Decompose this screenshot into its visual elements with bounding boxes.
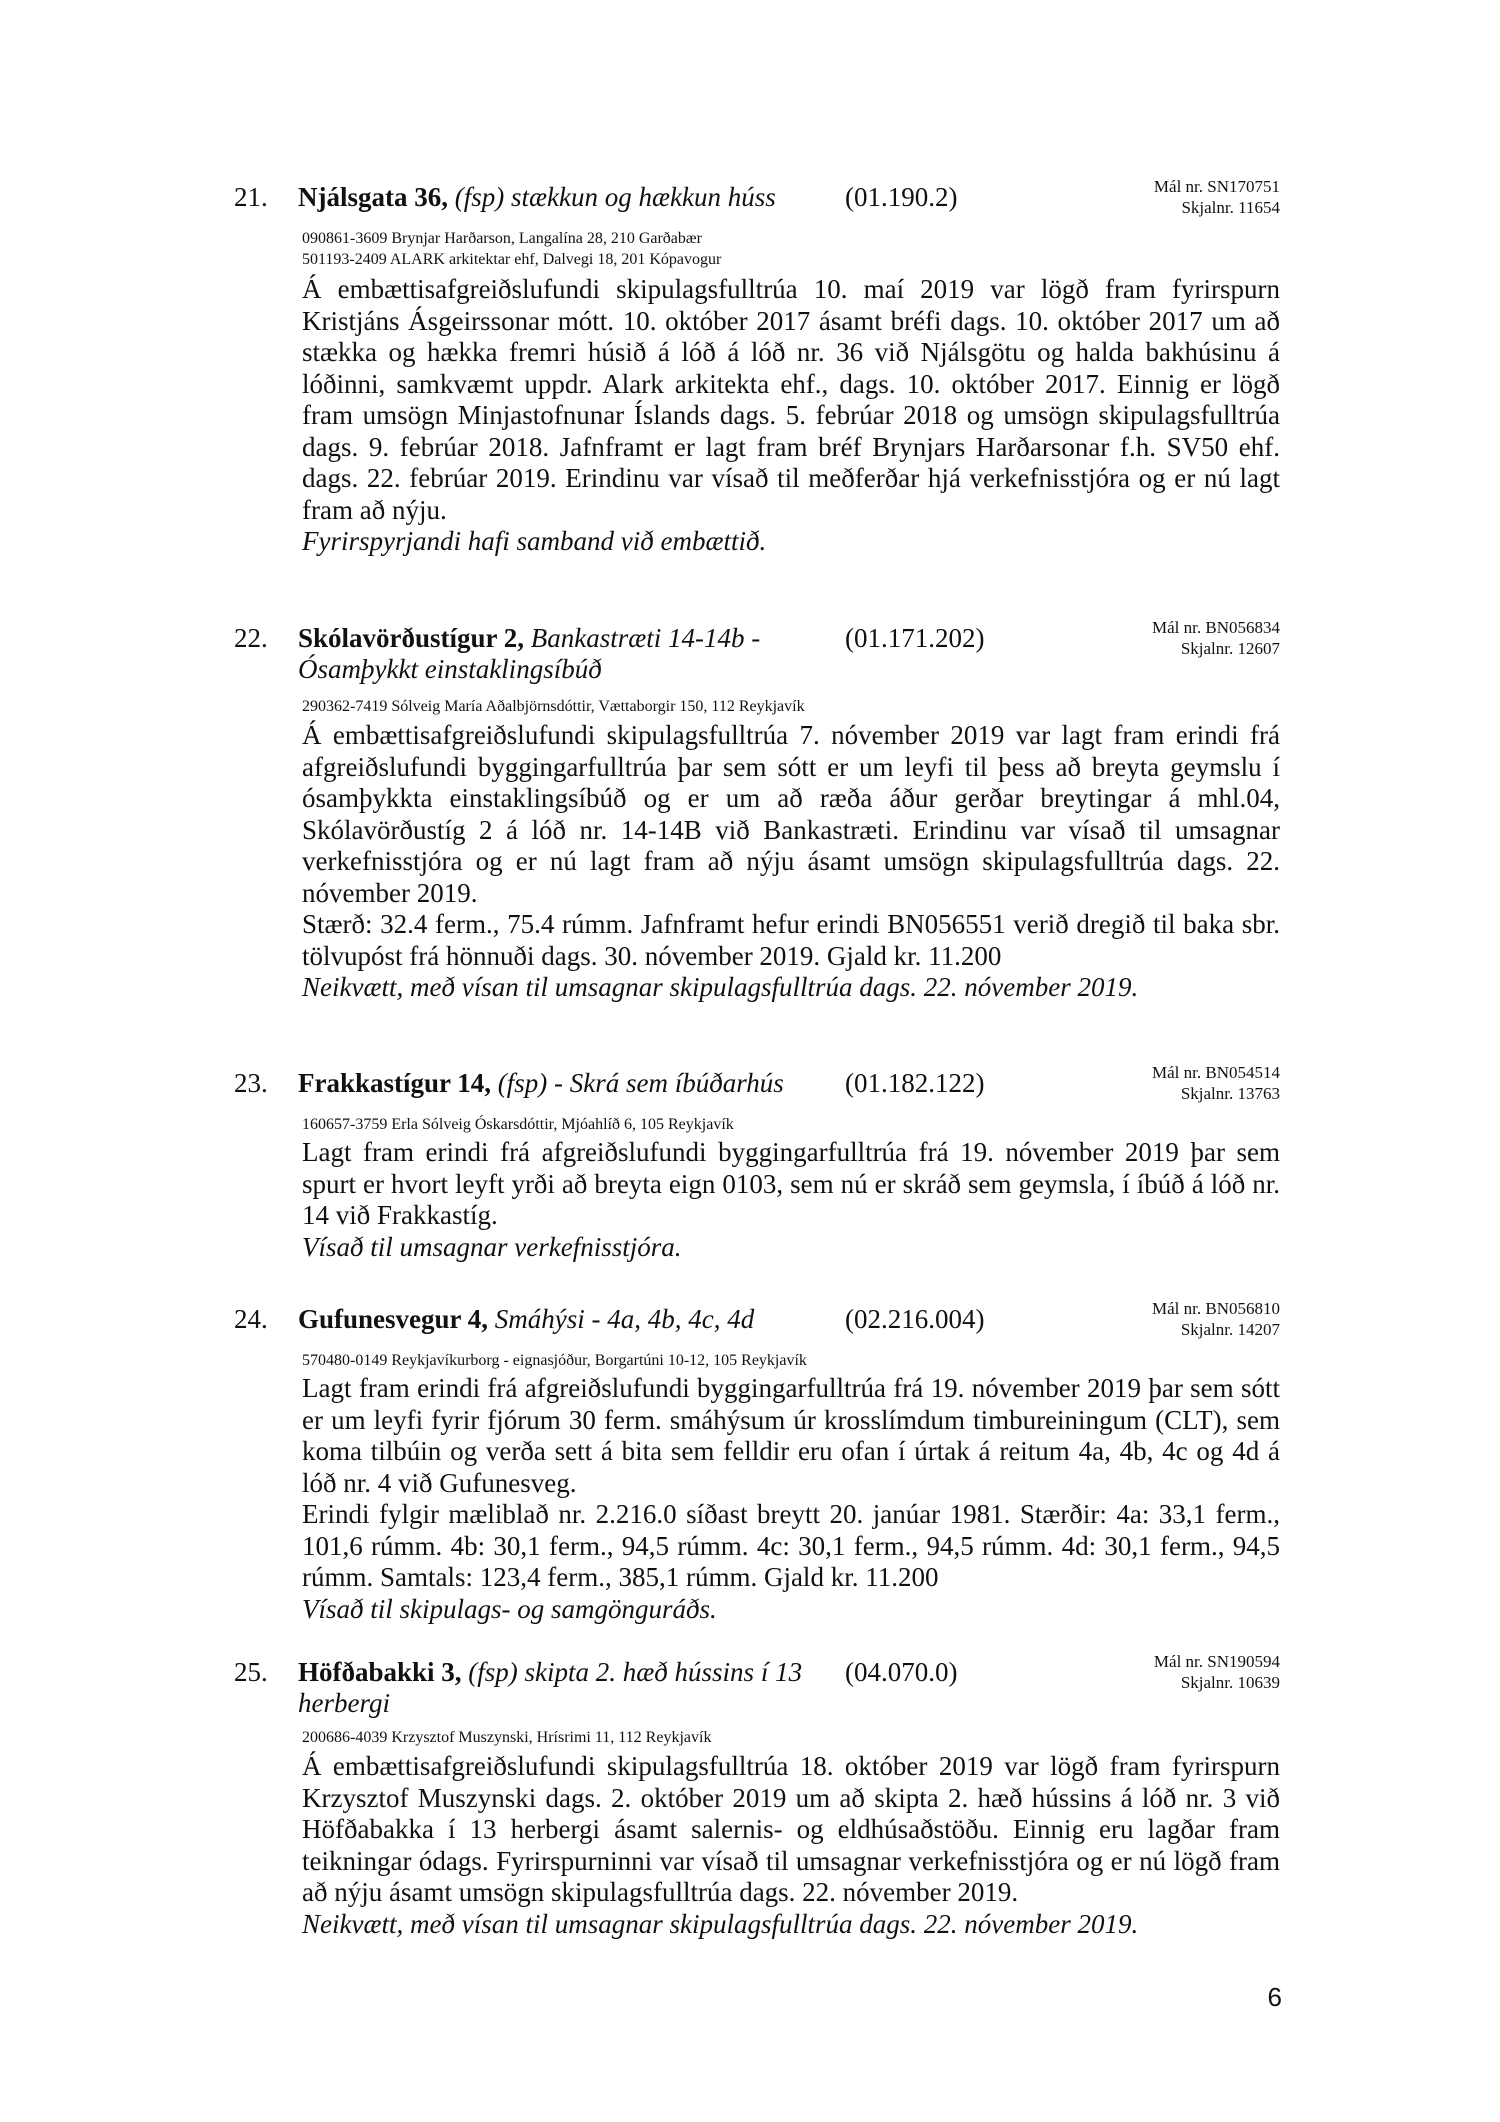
item-name: Skólavörðustígur 2,: [298, 623, 525, 653]
item-code: (01.190.2): [845, 182, 958, 212]
item-number: 22.: [234, 623, 268, 653]
item-name: Höfðabakki 3,: [298, 1657, 462, 1687]
item-decision: Vísað til skipulags- og samgönguráðs.: [302, 1593, 717, 1624]
document-number: Skjalnr. 10639: [1180, 1673, 1280, 1692]
case-number: Mál nr. SN190594: [1153, 1652, 1280, 1671]
applicants: [302, 1114, 734, 1135]
applicant: 570480-0149 Reykjavíkurborg - eignasjóður, Borgartúni 10-12, 105 Reykjavík: [302, 1352, 807, 1369]
case-meta: [1040, 176, 1280, 218]
item-body: [302, 720, 1280, 1004]
item-subtitle: Bankastræti 14-14b - Ósamþykkt einstaklingsíbúð: [298, 623, 761, 684]
case-meta: [1040, 1298, 1280, 1340]
applicants: [302, 696, 805, 717]
item-name: Njálsgata 36,: [298, 182, 448, 212]
item-code: (01.182.122): [845, 1068, 985, 1098]
item-paragraph: Á embættisafgreiðslufundi skipulagsfulltrúa 10. maí 2019 var lögð fram fyrirspurn Kristjáns Ásgeirssonar mótt. 10. október 2017 ásamt bréfi dags. 10. október 2017 um að stækka og hækka fremri húsið á lóð á lóð nr. 36 við Njálsgötu og halda bakhúsinu á lóðinni, samkvæmt uppdr. Alark arkitekta ehf., dags. 10. október 2017. Einnig er lögð fram umsögn Minjastofnunar Íslands dags. 5. febrúar 2018 og umsögn skipulagsfulltrúa dags. 9. febrúar 2018. Jafnframt er lagt fram bréf Brynjars Harðarsonar f.h. SV50 ehf. dags. 22. febrúar 2019. Erindinu var vísað til meðferðar hjá verkefnisstjóra og er nú lagt fram að nýju.: [302, 274, 1280, 525]
item-title: [298, 1304, 818, 1335]
applicant: 160657-3759 Erla Sólveig Óskarsdóttir, Mjóahlíð 6, 105 Reykjavík: [302, 1116, 734, 1133]
item-paragraph: Lagt fram erindi frá afgreiðslufundi byggingarfulltrúa frá 19. nóvember 2019 þar sem spurt er hvort leyft yrði að breyta eign 0103, sem nú er skráð sem geymsla, í íbúð á lóð nr. 14 við Frakkastíg.: [302, 1137, 1280, 1230]
item-subtitle: (fsp) stækkun og hækkun húss: [454, 182, 776, 212]
item-number: 24.: [234, 1304, 268, 1334]
item-paragraph: Stærð: 32.4 ferm., 75.4 rúmm. Jafnframt hefur erindi BN056551 verið dregið til baka sbr. tölvupóst frá hönnuði dags. 30. nóvember 2019. Gjald kr. 11.200: [302, 909, 1280, 971]
item-paragraph: Lagt fram erindi frá afgreiðslufundi byggingarfulltrúa frá 19. nóvember 2019 þar sem sótt er um leyfi fyrir fjórum 30 ferm. smáhýsum úr krosslímdum timbureiningum (CLT), sem koma tilbúin og verða sett á bita sem felldir eru ofan í úrtak á reitum 4a, 4b, 4c og 4d á lóð nr. 4 við Gufunesveg.: [302, 1373, 1280, 1498]
applicant: 090861-3609 Brynjar Harðarson, Langalína 28, 210 Garðabær: [302, 230, 702, 247]
item-subtitle: (fsp) skipta 2. hæð hússins í 13 herbergi: [298, 1657, 803, 1718]
page-number: 6: [1267, 1982, 1282, 2012]
document-number: Skjalnr. 13763: [1180, 1084, 1280, 1103]
case-meta: [1040, 617, 1280, 659]
item-body: [302, 1137, 1280, 1263]
applicants: [302, 1350, 807, 1371]
applicant: 501193-2409 ALARK arkitektar ehf, Dalvegi 18, 201 Kópavogur: [302, 251, 722, 268]
item-name: Gufunesvegur 4,: [298, 1304, 489, 1334]
case-number: Mál nr. BN054514: [1152, 1063, 1280, 1082]
case-meta: [1040, 1062, 1280, 1104]
case-number: Mál nr. BN056834: [1152, 618, 1280, 637]
item-decision: Neikvætt, með vísan til umsagnar skipulagsfulltrúa dags. 22. nóvember 2019.: [302, 972, 1139, 1002]
applicant: 290362-7419 Sólveig María Aðalbjörnsdóttir, Vættaborgir 150, 112 Reykjavík: [302, 698, 805, 715]
item-code: (01.171.202): [845, 623, 985, 653]
document-number: Skjalnr. 11654: [1181, 198, 1280, 217]
item-title: [298, 1068, 818, 1099]
item-body: [302, 274, 1280, 558]
case-meta: [1040, 1651, 1280, 1693]
item-title: [298, 182, 818, 213]
item-decision: Vísað til umsagnar verkefnisstjóra.: [302, 1231, 682, 1262]
item-body: [302, 1373, 1280, 1625]
item-body: [302, 1751, 1280, 1940]
item-subtitle: (fsp) - Skrá sem íbúðarhús: [497, 1068, 784, 1098]
applicants: [302, 1727, 711, 1748]
item-subtitle: Smáhýsi - 4a, 4b, 4c, 4d: [494, 1304, 755, 1334]
item-number: 21.: [234, 182, 268, 212]
applicants: [302, 228, 721, 270]
item-paragraph: Á embættisafgreiðslufundi skipulagsfulltrúa 18. október 2019 var lögð fram fyrirspurn Krzysztof Muszynski dags. 2. október 2019 um að skipta 2. hæð hússins á lóð nr. 3 við Höfðabakka í 13 herbergi ásamt salernis- og eldhúsaðstöðu. Einnig eru lagðar fram teikningar ódags. Fyrirspurninni var vísað til umsagnar verkefnisstjóra og er nú lögð fram að nýju ásamt umsögn skipulagsfulltrúa dags. 22. nóvember 2019.: [302, 1751, 1280, 1907]
item-decision: Fyrirspyrjandi hafi samband við embættið.: [302, 526, 767, 556]
document-number: Skjalnr. 12607: [1180, 639, 1280, 658]
item-code: (02.216.004): [845, 1304, 985, 1334]
item-code: (04.070.0): [845, 1657, 958, 1687]
item-paragraph: Á embættisafgreiðslufundi skipulagsfulltrúa 7. nóvember 2019 var lagt fram erindi frá afgreiðslufundi byggingarfulltrúa þar sem sótt er um leyfi til þess að breyta geymslu í ósamþykkta einstaklingsíbúð og er um að ræða áður gerðar breytingar á mhl.04, Skólavörðustíg 2 á lóð nr. 14-14B við Bankastræti. Erindinu var vísað til umsagnar verkefnisstjóra og er nú lagt fram að nýju ásamt umsögn skipulagsfulltrúa dags. 22. nóvember 2019.: [302, 720, 1280, 908]
item-title: [298, 623, 798, 685]
item-paragraph: Erindi fylgir mæliblað nr. 2.216.0 síðast breytt 20. janúar 1981. Stærðir: 4a: 33,1 ferm., 101,6 rúmm. 4b: 30,1 ferm., 94,5 rúmm. 4c: 30,1 ferm., 94,5 rúmm. 4d: 30,1 ferm., 94,5 rúmm. Samtals: 123,4 ferm., 385,1 rúmm. Gjald kr. 11.200: [302, 1499, 1280, 1592]
case-number: Mál nr. SN170751: [1153, 177, 1280, 196]
case-number: Mál nr. BN056810: [1152, 1299, 1280, 1318]
applicant: 200686-4039 Krzysztof Muszynski, Hrísrimi 11, 112 Reykjavík: [302, 1729, 712, 1746]
document-number: Skjalnr. 14207: [1180, 1320, 1280, 1339]
item-decision: Neikvætt, með vísan til umsagnar skipulagsfulltrúa dags. 22. nóvember 2019.: [302, 1908, 1139, 1939]
item-title: [298, 1657, 808, 1719]
item-name: Frakkastígur 14,: [298, 1068, 492, 1098]
item-number: 23.: [234, 1068, 268, 1098]
item-number: 25.: [234, 1657, 268, 1687]
